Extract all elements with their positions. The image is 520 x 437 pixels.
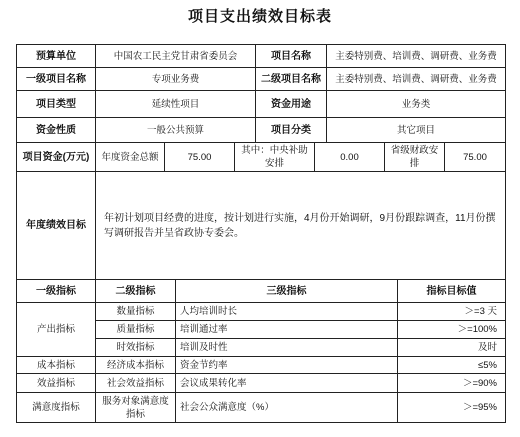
- project-name-label: 项目名称: [271, 50, 311, 62]
- savings-rate-target: ≤5%: [478, 359, 497, 371]
- level2-name-label: 二级项目名称: [261, 73, 321, 85]
- satisfaction-indicator-label: 满意度指标: [32, 402, 80, 413]
- col-level1-header: 一级指标: [36, 285, 76, 297]
- provincial-value: 75.00: [463, 151, 487, 163]
- timeliness-indicator: 时效指标: [116, 342, 155, 353]
- public-satisfaction-target: ＞=95%: [462, 402, 497, 413]
- pass-rate-metric: 培训通过率: [180, 324, 228, 335]
- savings-rate-metric: 资金节约率: [180, 359, 228, 371]
- service-satisfaction-indicator: 服务对象满意度指标: [102, 395, 169, 420]
- annual-goal-label: 年度绩效目标: [26, 220, 86, 231]
- public-satisfaction-metric: 社会公众满意度（%）: [180, 402, 274, 413]
- level1-name-value: 专项业务费: [151, 73, 200, 85]
- training-hours-metric: 人均培训时长: [180, 306, 238, 317]
- project-category-value: 其它项目: [396, 124, 435, 136]
- conversion-rate-target: ＞=90%: [462, 377, 497, 389]
- output-indicator-label: 产出指标: [36, 324, 75, 335]
- annual-total-value: 75.00: [187, 151, 212, 163]
- conversion-rate-metric: 会议成果转化率: [180, 377, 247, 389]
- quality-indicator: 质量指标: [116, 324, 155, 335]
- project-type-label: 项目类型: [36, 98, 76, 110]
- central-subsidy-label: 其中：中央补助安排: [241, 145, 308, 169]
- budget-unit-label: 预算单位: [36, 50, 76, 62]
- col-level3-header: 三级指标: [266, 285, 307, 297]
- budget-unit-value: 中国农工民主党甘肃省委员会: [113, 50, 238, 62]
- training-hours-target: ＞=3 天: [464, 306, 497, 317]
- level1-name-label: 一级项目名称: [26, 73, 86, 85]
- page-title: 项目支出绩效目标表: [187, 8, 332, 25]
- funds-label: 项目资金(万元): [22, 151, 90, 163]
- training-timeliness-metric: 培训及时性: [180, 342, 228, 353]
- level2-name-value: 主委特别费、培训费、调研费、业务费: [335, 73, 497, 85]
- benefit-indicator-label: 效益指标: [36, 377, 75, 389]
- project-name-value: 主委特别费、培训费、调研费、业务费: [335, 50, 497, 62]
- fund-nature-value: 一般公共预算: [146, 124, 204, 136]
- fund-usage-label: 资金用途: [271, 98, 311, 110]
- quantity-indicator: 数量指标: [116, 306, 155, 317]
- col-level2-header: 二级指标: [115, 285, 156, 297]
- economic-cost-indicator: 经济成本指标: [106, 359, 164, 371]
- fund-usage-value: 业务类: [401, 98, 431, 110]
- fund-nature-label: 资金性质: [36, 124, 76, 136]
- central-subsidy-value: 0.00: [340, 151, 359, 163]
- pass-rate-target: ＞=100%: [457, 324, 497, 335]
- project-category-label: 项目分类: [271, 124, 311, 136]
- training-timeliness-target: 及时: [477, 342, 497, 353]
- project-type-value: 延续性项目: [151, 98, 200, 110]
- social-benefit-indicator: 社会效益指标: [106, 377, 164, 389]
- col-target-header: 指标目标值: [426, 285, 477, 297]
- annual-total-label: 年度资金总额: [101, 151, 159, 163]
- annual-goal-text: 年初计划项目经费的进度，按计划进行实施，4月份开始调研，9月份跟踪调查，11月份撰写调研报告并呈省政协专委会。: [104, 212, 496, 239]
- cost-indicator-label: 成本指标: [36, 359, 75, 371]
- provincial-label: 省级财政安排: [390, 145, 439, 169]
